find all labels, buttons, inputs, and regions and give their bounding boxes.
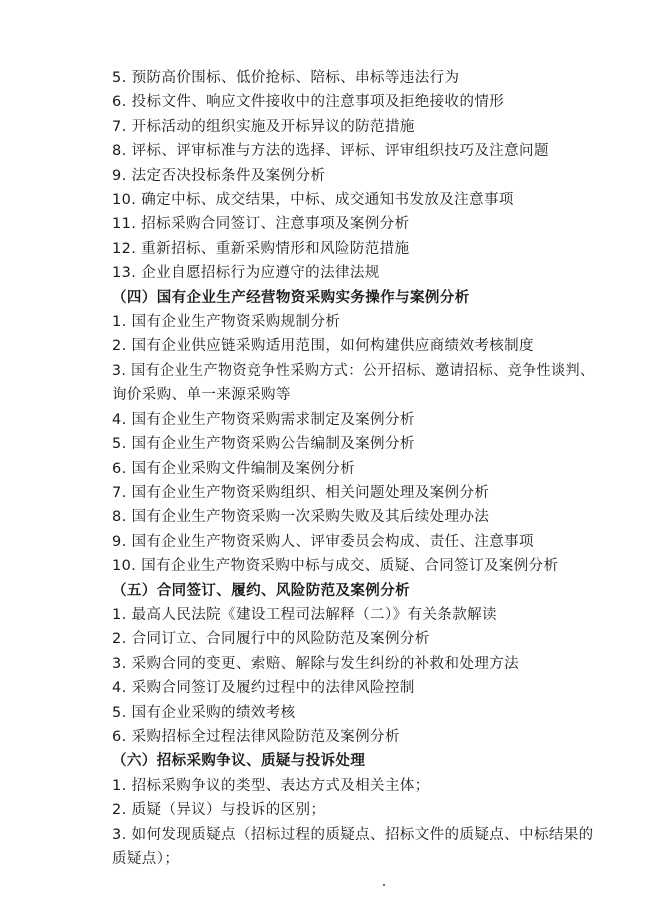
list-item: 8. 评标、评审标准与方法的选择、评标、评审组织技巧及注意问题 [112,143,549,160]
list-item: 3. 国有企业生产物资竞争性采购方式：公开招标、邀请招标、竞争性谈判、 [112,362,595,379]
list-item: 7. 开标活动的组织实施及开标异议的防范措施 [112,118,415,135]
list-item: 1. 最高人民法院《建设工程司法解释（二）》有关条款解读 [112,606,497,623]
list-item: 9. 法定否决投标条件及案例分析 [112,167,326,184]
list-item: 6. 投标文件、响应文件接收中的注意事项及拒绝接收的情形 [112,94,505,111]
list-item: 10. 确定中标、成交结果，中标、成交通知书发放及注意事项 [112,192,514,209]
list-item: 5. 国有企业生产物资采购公告编制及案例分析 [112,436,415,453]
list-item: 质疑点）； [112,851,180,867]
section-heading: （四）国有企业生产经营物资采购实务操作与案例分析 [112,289,470,306]
list-item: 7. 国有企业生产物资采购组织、相关问题处理及案例分析 [112,484,490,501]
list-item: 9. 国有企业生产物资采购人、评审委员会构成、责任、注意事项 [112,533,534,550]
list-item: 2. 国有企业供应链采购适用范围，如何构建供应商绩效考核制度 [112,338,534,355]
list-item: 1. 国有企业生产物资采购规制分析 [112,314,341,331]
list-item: 4. 采购合同签订及履约过程中的法律风险控制 [112,680,415,697]
list-item: 4. 国有企业生产物资采购需求制定及案例分析 [112,411,415,428]
list-item: 2. 质疑（异议）与投诉的区别； [112,802,326,819]
list-item: 2. 合同订立、合同履行中的风险防范及案例分析 [112,631,430,648]
section-heading: （五）合同签订、履约、风险防范及案例分析 [112,582,410,599]
document-body [112,66,594,871]
list-item: 3. 如何发现质疑点（招标过程的质疑点、招标文件的质疑点、中标结果的 [112,826,594,843]
list-item: 询价采购、单一来源采购等 [112,387,291,404]
list-item: 5. 国有企业采购的绩效考核 [112,704,296,721]
section-heading: （六）招标采购争议、质疑与投诉处理 [112,753,366,770]
list-item: 13. 企业自愿招标行为应遵守的法律法规 [112,265,380,282]
page-speck [383,884,385,886]
list-item: 1. 招标采购争议的类型、表达方式及相关主体； [112,777,430,794]
list-item: 6. 国有企业采购文件编制及案例分析 [112,460,356,477]
list-item: 8. 国有企业生产物资采购一次采购失败及其后续处理办法 [112,509,490,526]
list-item: 12. 重新招标、重新采购情形和风险防范措施 [112,240,410,257]
list-item: 3. 采购合同的变更、索赔、解除与发生纠纷的补救和处理方法 [112,655,520,672]
list-item: 5. 预防高价围标、低价抢标、陪标、串标等违法行为 [112,70,460,86]
list-item: 11. 招标采购合同签订、注意事项及案例分析 [112,216,410,233]
list-item: 10. 国有企业生产物资采购中标与成交、质疑、合同签订及案例分析 [112,558,559,575]
list-item: 6. 采购招标全过程法律风险防范及案例分析 [112,728,400,745]
